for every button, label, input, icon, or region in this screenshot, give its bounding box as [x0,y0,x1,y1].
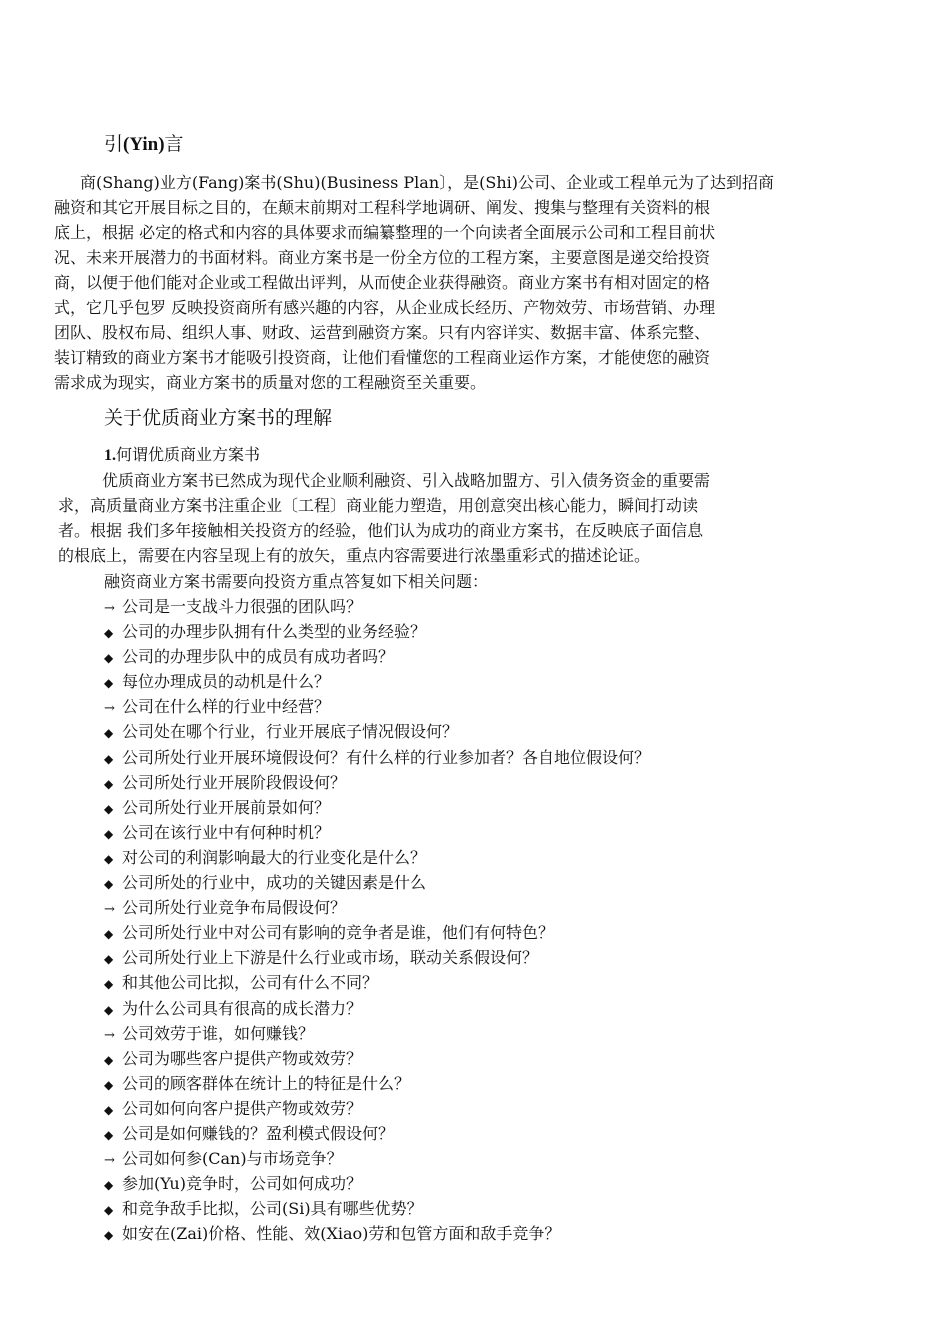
question-text: 公司的办理步队拥有什么类型的业务经验？ [122,622,427,642]
sub-heading-text: 何谓优质商业方案书 [116,445,261,464]
question-text: 公司是如何赚钱的？盈利模式假设何？ [122,1123,395,1143]
diamond-bullet-icon: ◆ [104,801,114,816]
intro-heading-post: 言 [164,133,184,155]
question-item [104,1171,650,1196]
definition-line: 求，高质量商业方案书注重企业〔工程〕商业能力塑造，用创意突出核心能力，瞬间打动读 [58,496,699,515]
sub-heading-number: 1. [104,447,116,464]
question-item [104,1121,650,1146]
diamond-bullet-icon: ◆ [104,826,114,841]
intro-heading-pre: 引 [104,133,124,155]
question-item [104,996,650,1021]
intro-line: 商(Shang)业方(Fang)案书(Shu)(Business Plan〕，是(Shi)公司、企业或工程单元为了达到招商 [80,173,774,192]
question-item [104,1046,650,1071]
question-text: 公司效劳于谁，如何赚钱？ [122,1023,315,1043]
diamond-bullet-icon: ◆ [104,1203,114,1218]
question-item [104,694,650,719]
diamond-bullet-icon: ◆ [104,626,114,641]
arrow-bullet-icon: → [104,1027,115,1043]
question-text: 公司在该行业中有何种时机？ [122,822,331,842]
diamond-bullet-icon: ◆ [104,651,114,666]
question-text: 公司如何向客户提供产物或效劳？ [122,1098,363,1118]
question-text: 公司为哪些客户提供产物或效劳？ [122,1048,363,1068]
definition-paragraph [58,468,858,568]
question-text: 和竞争敌手比拟，公司(Si)具有哪些优势？ [122,1199,423,1219]
arrow-bullet-icon: → [104,902,115,918]
diamond-bullet-icon: ◆ [104,1102,114,1117]
question-item [104,845,650,870]
diamond-bullet-icon: ◆ [104,1178,114,1193]
question-item [104,745,650,770]
question-list [104,594,650,1246]
diamond-bullet-icon: ◆ [104,1002,114,1017]
diamond-bullet-icon: ◆ [104,676,114,691]
intro-line: 底上，根据 必定的格式和内容的具体要求而编纂整理的一个向读者全面展示公司和工程目前状 [54,223,716,242]
question-item [104,895,650,920]
question-item [104,719,650,744]
question-text: 公司的顾客群体在统计上的特征是什么？ [122,1073,411,1093]
question-text: 公司所处行业开展阶段假设何？ [122,772,347,792]
question-text: 如安在(Zai)价格、性能、效(Xiao)劳和包管方面和敌手竞争？ [122,1224,561,1244]
question-item [104,945,650,970]
question-item [104,770,650,795]
intro-line: 式，它几乎包罗 反映投资商所有感兴趣的内容，从企业成长经历、产物效劳、市场营销、办理 [54,298,716,317]
question-text: 公司所处行业开展前景如何？ [122,797,331,817]
diamond-bullet-icon: ◆ [104,927,114,942]
intro-line: 需求成为现实，商业方案书的质量对您的工程融资至关重要。 [54,373,487,392]
question-item [104,970,650,995]
definition-line: 者。根据 我们多年接触相关投资方的经验，他们认为成功的商业方案书，在反映底子面信息 [58,521,704,540]
question-item [104,644,650,669]
question-text: 公司所处行业上下游是什么行业或市场，联动关系假设何？ [122,948,539,968]
question-item [104,920,650,945]
question-text: 公司在什么样的行业中经营？ [122,697,331,717]
question-item [104,1021,650,1046]
definition-line: 的根底上，需要在内容呈现上有的放矢，重点内容需要进行浓墨重彩式的描述论证。 [58,546,651,565]
diamond-bullet-icon: ◆ [104,1228,114,1243]
question-text: 参加(Yu)竞争时，公司如何成功？ [122,1174,362,1194]
question-item [104,1196,650,1221]
diamond-bullet-icon: ◆ [104,851,114,866]
arrow-bullet-icon: → [104,1153,115,1169]
diamond-bullet-icon: ◆ [104,1052,114,1067]
question-text: 公司如何参(Can)与市场竞争？ [122,1149,343,1169]
questions-intro: 融资商业方案书需要向投资方重点答复如下相关问题： [104,572,489,591]
section-heading: 关于优质商业方案书的理解 [104,407,333,429]
question-text: 公司所处行业开展环境假设何？有什么样的行业参加者？各自地位假设何？ [122,747,651,767]
question-item [104,1071,650,1096]
diamond-bullet-icon: ◆ [104,952,114,967]
intro-line: 融资和其它开展目标之目的，在颠末前期对工程科学地调研、阐发、搜集与整理有关资料的根 [54,198,711,217]
question-item [104,870,650,895]
question-item [104,619,650,644]
question-item [104,594,650,619]
question-text: 为什么公司具有很高的成长潜力？ [122,998,363,1018]
intro-paragraph [54,170,854,395]
question-item [104,795,650,820]
question-item [104,820,650,845]
question-text: 公司所处行业中对公司有影响的竞争者是谁，他们有何特色？ [122,923,555,943]
arrow-bullet-icon: → [104,701,115,717]
diamond-bullet-icon: ◆ [104,877,114,892]
question-text: 公司所处的行业中，成功的关键因素是什么 [122,873,427,893]
diamond-bullet-icon: ◆ [104,977,114,992]
question-text: 公司处在哪个行业，行业开展底子情况假设何？ [122,722,459,742]
intro-line: 商，以便于他们能对企业或工程做出评判，从而使企业获得融资。商业方案书有相对固定的格 [54,273,711,292]
question-item [104,1096,650,1121]
question-item [104,1221,650,1246]
diamond-bullet-icon: ◆ [104,1127,114,1142]
question-text: 和其他公司比拟，公司有什么不同？ [122,973,379,993]
intro-heading [104,131,184,158]
question-text: 公司是一支战斗力很强的团队吗？ [122,597,363,616]
question-text: 每位办理成员的动机是什么？ [122,672,331,692]
arrow-bullet-icon: → [104,601,115,616]
intro-heading-bold: (Yin) [123,134,165,155]
intro-line: 团队、股权布局、组织人事、财政、运营到融资方案。只有内容详实、数据丰富、体系完整、 [54,323,711,342]
diamond-bullet-icon: ◆ [104,776,114,791]
intro-line: 装订精致的商业方案书才能吸引投资商，让他们看懂您的工程商业运作方案，才能使您的融资 [54,348,711,367]
question-text: 公司的办理步队中的成员有成功者吗？ [122,647,395,667]
diamond-bullet-icon: ◆ [104,1077,114,1092]
question-item [104,1146,650,1171]
question-item [104,669,650,694]
sub-heading [104,443,260,468]
question-text: 公司所处行业竞争布局假设何？ [122,898,347,918]
question-text: 对公司的利润影响最大的行业变化是什么？ [122,847,427,867]
intro-line: 况、未来开展潜力的书面材料。商业方案书是一份全方位的工程方案，主要意图是递交给投资 [54,248,711,267]
diamond-bullet-icon: ◆ [104,726,114,741]
definition-line: 优质商业方案书已然成为现代企业顺利融资、引入战略加盟方、引入债务资金的重要需 [102,471,711,490]
diamond-bullet-icon: ◆ [104,751,114,766]
